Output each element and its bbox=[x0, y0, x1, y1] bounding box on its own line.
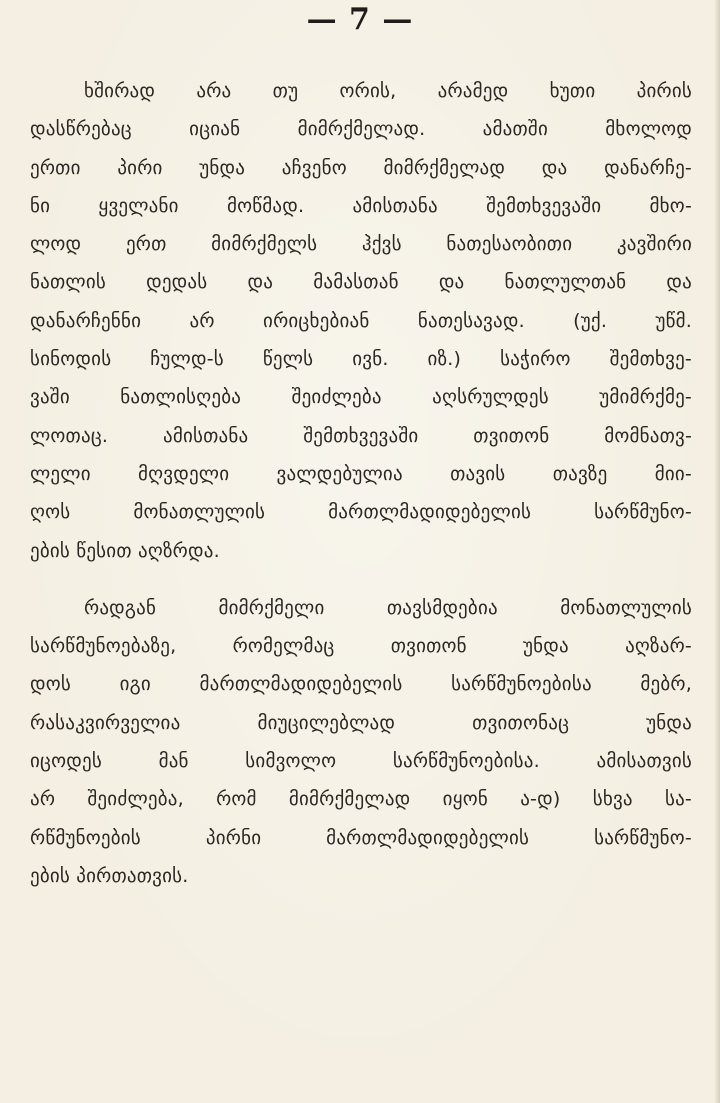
paragraph-2 bbox=[30, 589, 692, 895]
text-line: ნი ყველანი მოწმად. ამისთანა შემთხვევაში მხო- bbox=[30, 194, 692, 217]
text-line: ლოდ ერთ მიმრქმელს ჰქვს ნათესაობითი კავშირი bbox=[30, 233, 692, 256]
text-line: რადგან მიმრქმელი თავსმდებია მონათლულის bbox=[84, 596, 692, 619]
text-line: ვაში ნათლისღება შეიძლება აღსრულდეს უმიმრქმე- bbox=[30, 386, 692, 409]
text-line: სარწმუნოებაზე, რომელმაც თვითონ უნდა აღზარ- bbox=[30, 635, 692, 658]
text-line: ნათლის დედას და მამასთან და ნათლულთან და bbox=[30, 271, 692, 294]
paragraph-1 bbox=[30, 72, 692, 570]
text-line: ერთი პირი უნდა აჩვენო მიმრქმელად და დანარჩე- bbox=[30, 156, 692, 179]
page-edge-shadow bbox=[714, 0, 720, 1103]
text-line: რასაკვირველია მიუცილებლად თვითონაც უნდა bbox=[30, 711, 692, 734]
text-line: ების პირთათვის. bbox=[30, 864, 189, 887]
text-line: ხშირად არა თუ ორის, არამედ ხუთი პირის bbox=[84, 80, 692, 102]
text-line: სინოდის ჩულდ-ს წელს ივნ. იზ.) საჭირო შემთხვე- bbox=[30, 348, 692, 371]
text-line: დოს იგი მართლმადიდებელის სარწმუნოებისა მებრ, bbox=[30, 673, 692, 696]
text-line: არ შეიძლება, რომ მიმრქმელად იყონ ა-დ) სხვა სა- bbox=[30, 788, 692, 811]
text-line: იცოდეს მან სიმვოლო სარწმუნოებისა. ამისათვის bbox=[30, 750, 692, 773]
text-line: რწმუნოების პირნი მართლმადიდებელის სარწმუნო- bbox=[30, 826, 692, 849]
text-line: ლელი მღვდელი ვალდებულია თავის თავზე მიი- bbox=[30, 462, 692, 485]
text-line: დანარჩენნი არ ირიცხებიან ნათესავად. (უქ. უწმ. bbox=[30, 309, 692, 332]
text-line: ღოს მონათლულის მართლმადიდებელის სარწმუნო- bbox=[30, 501, 692, 524]
page-number: — 7 — bbox=[306, 2, 414, 37]
text-line: დასწრებაც იციან მიმრქმელად. ამათში მხოლოდ bbox=[30, 118, 692, 141]
text-line: ლოთაც. ამისთანა შემთხვევაში თვითონ მომნათვ- bbox=[30, 424, 692, 447]
text-line: ების წესით აღზრდა. bbox=[30, 539, 220, 562]
body-text bbox=[30, 72, 692, 895]
